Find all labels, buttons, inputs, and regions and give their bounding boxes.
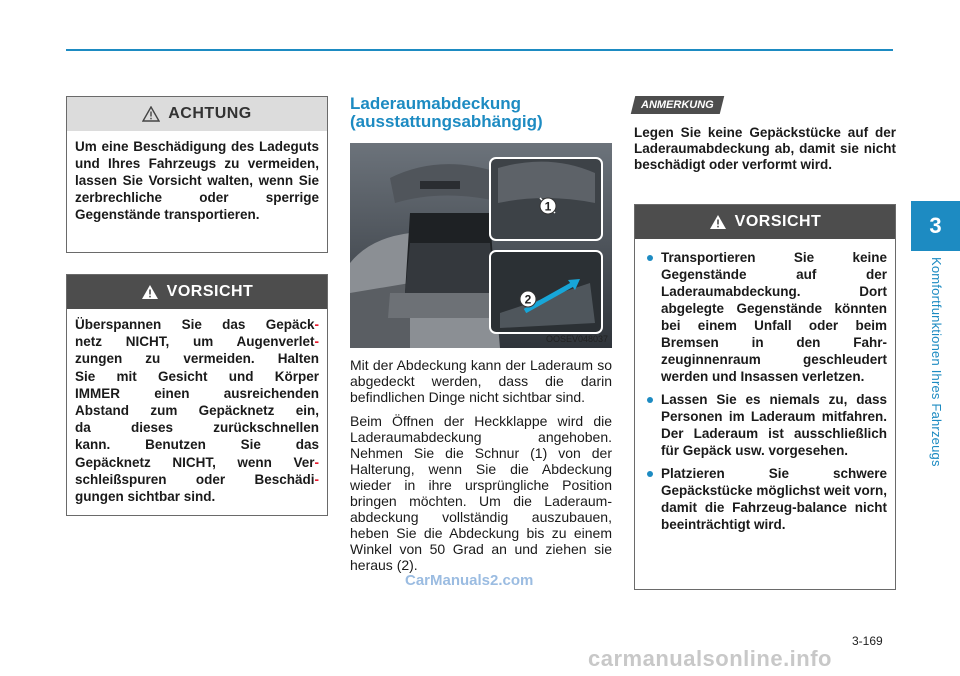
bullet-item: Platzieren Sie schwere Gepäckstücke möglichst weit vorn, damit die Fahrzeug-balance nicht beeinträchtigt wird.: [643, 465, 887, 533]
anmerkung-badge-label: ANMERKUNG: [641, 99, 714, 111]
achtung-header: [67, 97, 327, 131]
vorsicht-line: Abstand zum Gepäcknetz ein,: [75, 403, 319, 419]
top-rule: [66, 49, 893, 51]
image-caption: OOSEV048037: [545, 334, 608, 344]
warning-icon: [141, 284, 159, 300]
vorsicht-bullets: [643, 249, 887, 533]
bullet-item: Transportieren Sie keine Gegenstände auf der Laderaumabdeckung. Dort abgelegte Gegenstände könnten bei einem Unfall oder beim Bremsen in den Fahr-zeuginnenraum geschleudert werden und Insassen verletzen.: [643, 249, 887, 385]
anmerkung-badge: [631, 96, 724, 114]
trunk-cover-photo: [350, 143, 612, 348]
watermark-bottom: carmanualsonline.info: [588, 646, 832, 671]
achtung-text: Um eine Beschädigung des Ladeguts und Ihres Fahrzeugs zu vermeiden, lassen Sie Vorsicht walten, wenn Sie zerbrechliche oder sperrige Gegenstände transportieren.: [75, 139, 319, 222]
vorsicht-line: da dieses zurückschnellen: [75, 420, 319, 436]
page-number: 3-169: [852, 634, 883, 648]
anmerkung-text: Legen Sie keine Gepäckstücke auf der Laderaumabdeckung ab, damit sie nicht beschädigt oder verformt wird.: [634, 125, 896, 172]
achtung-heading: ACHTUNG: [168, 105, 252, 122]
vorsicht-line: Überspannen Sie das Gepäck-: [75, 317, 319, 332]
vorsicht-line: zungen zu vermeiden. Halten: [75, 351, 319, 367]
callout-2: 2: [524, 292, 532, 307]
hyphen-mark: -: [314, 334, 319, 350]
vorsicht-line: netz NICHT, um Augenverlet-: [75, 334, 319, 350]
section-body: [350, 357, 612, 581]
vorsicht-line: schleißspuren oder Beschädi-: [75, 471, 319, 487]
watermark-middle: CarManuals2.com: [405, 572, 534, 589]
callout-1: 1: [544, 199, 552, 214]
chapter-number: 3: [911, 201, 960, 251]
vorsicht-heading-right: VORSICHT: [734, 213, 822, 230]
vorsicht-box-left: [66, 274, 328, 516]
vorsicht-line: Sie mit Gesicht und Körper: [75, 368, 319, 384]
hyphen-mark: -: [314, 317, 319, 332]
achtung-box: [66, 96, 328, 253]
section-paragraph-2: Beim Öffnen der Heckklappe wird die Laderaumabdeckung angehoben. Nehmen Sie die Schnur (1) von der Halterung, wenn Sie die Abdeckung wieder in ihre ursprüngliche Position bringen möchten. Um die Laderaum-abdeckung vollständig auszubauen, heben Sie die Abdeckung bis zu einem Winkel von 50 Grad an und ziehen sie heraus (2).: [350, 413, 612, 573]
hyphen-mark: -: [314, 454, 319, 470]
hyphen-mark: -: [314, 471, 319, 487]
vorsicht-header-left: [67, 275, 327, 309]
bullet-item: Lassen Sie es niemals zu, dass Personen im Laderaum mitfahren. Der Laderaum ist ausschließlich für Gepäck usw. vorgesehen.: [643, 391, 887, 459]
vorsicht-text-left: [67, 309, 327, 515]
vorsicht-line: IMMER einen ausreichenden: [75, 385, 319, 401]
section-title: Laderaumabdeckung (ausstattungsabhängig): [350, 94, 543, 131]
vorsicht-line: gungen sichtbar sind.: [75, 489, 216, 505]
vorsicht-line: kann. Benutzen Sie das: [75, 437, 319, 453]
vorsicht-heading-left: VORSICHT: [166, 283, 254, 300]
vorsicht-header-right: [635, 205, 895, 239]
vorsicht-box-right: [634, 204, 896, 590]
section-paragraph-1: Mit der Abdeckung kann der Laderaum so abgedeckt werden, dass die darin befindlichen Dinge nicht sichtbar sind.: [350, 357, 612, 405]
warning-icon: [709, 214, 727, 230]
warning-icon: [142, 106, 160, 122]
vorsicht-text-right: [635, 239, 895, 549]
chapter-title: Komfortfunktionen Ihres Fahrzeugs: [929, 257, 944, 467]
vorsicht-line: Gepäcknetz NICHT, wenn Ver-: [75, 454, 319, 470]
